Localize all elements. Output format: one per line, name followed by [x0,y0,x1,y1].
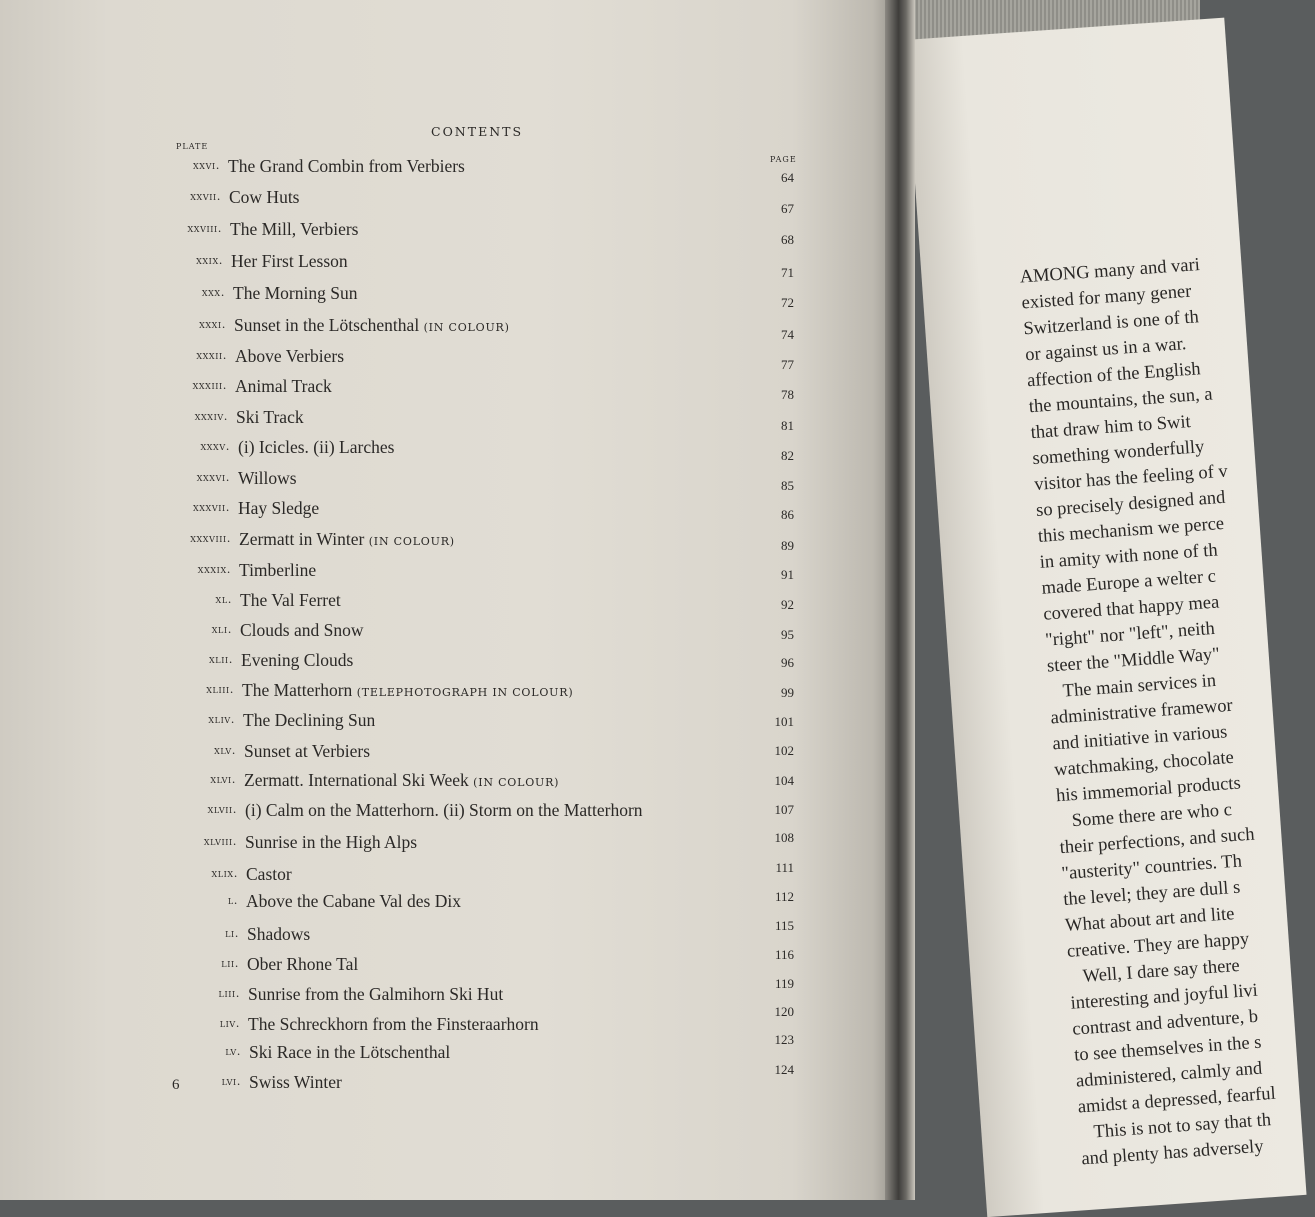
contents-entry [0,468,900,494]
plate-numeral: xlii. [209,652,233,666]
plate-title-text: Zermatt. International Ski Week [244,770,469,790]
page-number: 120 [774,1004,794,1019]
text-line: What about art and lite [1064,904,1236,936]
plate-numeral: li. [225,926,239,940]
text-line: covered that happy mea [1042,592,1220,625]
plate-title [233,283,357,304]
plate-numeral: xxxi. [199,317,226,331]
plate-numeral: xlix. [211,866,238,880]
plate-title-text: Shadows [247,924,311,944]
text-line: their perfections, and such [1059,824,1256,859]
plate-numeral: xxvi. [193,158,220,172]
plate-title [244,770,559,791]
plate-title [246,864,292,885]
page-number: 82 [781,448,794,463]
plate-title [248,984,503,1005]
plate-numeral: xxix. [196,253,223,267]
plate-title-text: Evening Clouds [241,650,354,670]
contents-entry [0,1042,900,1068]
plate-title-text: The Schreckhorn from the Finsteraarhorn [248,1014,539,1034]
page-number: 111 [775,860,794,875]
plate-numeral: xlv. [214,743,236,757]
contents-entry [0,529,900,555]
plate-numeral: xxxii. [196,348,227,362]
plate-numeral: lv. [225,1044,241,1058]
page-number: 124 [774,1062,794,1077]
contents-entry [0,1072,900,1098]
plate-title-text: Sunrise in the High Alps [245,832,418,852]
page-number: 123 [774,1032,794,1047]
plate-title [245,832,417,853]
text-line: and plenty has adversely [1080,1136,1265,1170]
page-number: 89 [781,538,794,553]
plate-title-text: Clouds and Snow [240,620,364,640]
plate-title [240,590,341,611]
plate-title [247,954,358,975]
text-line: something wonderfully [1031,437,1205,470]
page-folio: 6 [172,1077,180,1093]
plate-title-text: Sunset at Verbiers [244,741,371,761]
plate-title-text: Animal Track [235,376,332,396]
contents-entry [0,187,900,213]
plate-numeral: xli. [211,622,232,636]
plate-numeral: liv. [219,1016,240,1030]
page-number: 112 [774,889,794,904]
plate-title-text: (i) Icicles. (ii) Larches [238,437,395,457]
plate-title [243,710,375,731]
page-number: 115 [774,918,794,933]
contents-entry [0,864,900,890]
plate-title [249,1042,450,1063]
text-line: "right" nor "left", neith [1044,618,1216,651]
plate-note: (IN COLOUR) [423,321,510,334]
plate-title-text: The Matterhorn [242,680,353,700]
plate-title [248,1014,539,1035]
plate-title-text: Ski Track [236,407,304,427]
plate-title [229,187,300,208]
text-line: the level; they are dull s [1062,877,1241,911]
plate-title-text: Sunrise from the Galmihorn Ski Hut [248,984,504,1004]
contents-entry [0,219,900,245]
plate-numeral: xxxiii. [192,378,227,392]
page-number: 107 [774,802,794,817]
page-number: 96 [781,655,794,670]
contents-entry [0,437,900,463]
page-column-label: PAGE [770,155,797,164]
page-number: 64 [781,170,794,185]
plate-title [242,680,573,701]
plate-numeral: xxxviii. [190,531,231,545]
plate-numeral: xxxvi. [196,470,230,484]
text-line: affection of the English [1026,359,1202,392]
page-number: 95 [781,627,794,642]
plate-title-text: The Morning Sun [233,283,358,303]
plate-title-text: Swiss Winter [249,1072,342,1092]
plate-title-text: The Val Ferret [240,590,341,610]
text-line: visitor has the feeling of v [1033,461,1229,496]
plate-numeral: xliii. [206,682,234,696]
plate-numeral: xxxiv. [194,409,228,423]
plate-title-text: Hay Sledge [238,498,320,518]
contents-entry [0,1014,900,1040]
contents-entry [0,770,900,796]
contents-entry [0,954,900,980]
page-number: 77 [781,357,794,372]
page-number: 74 [781,327,794,342]
page-number: 91 [781,567,794,582]
page-number: 102 [774,743,794,758]
plate-title [238,468,297,489]
plate-numeral: l. [227,893,238,907]
plate-title-text: Willows [238,468,297,488]
plate-title-text: Ski Race in the Lötschenthal [249,1042,451,1062]
page-number: 68 [781,232,794,247]
contents-entry [0,156,900,182]
text-line: creative. They are happy [1066,929,1250,962]
page-number: 99 [781,685,794,700]
text-line: AMONG many and vari [1019,255,1201,288]
page-number: 92 [781,597,794,612]
contents-entry [0,376,900,402]
text-line: the mountains, the sun, a [1028,384,1214,418]
page-number: 104 [774,773,794,788]
plate-title [244,741,370,762]
text-line: or against us in a war. [1024,334,1187,366]
text-line: that draw him to Swit [1030,412,1192,444]
plate-title [230,219,358,240]
contents-entry [0,924,900,950]
plate-title [246,891,461,912]
plate-numeral: xlvii. [207,802,237,816]
plate-title [247,924,310,945]
plate-title-text: Above the Cabane Val des Dix [246,891,461,911]
plate-column-label: PLATE [176,142,209,151]
plate-title [236,407,304,428]
text-line: administrative framewor [1049,695,1234,729]
plate-title [249,1072,342,1093]
plate-note: (TELEPHOTOGRAPH IN COLOUR) [356,686,574,699]
page-number: 81 [781,418,794,433]
plate-numeral: xlvi. [210,772,236,786]
contents-entry [0,710,900,736]
text-line: interesting and joyful livi [1069,980,1259,1014]
plate-numeral: xliv. [208,712,235,726]
plate-note: (IN COLOUR) [368,535,455,548]
text-line: in amity with none of th [1039,540,1219,573]
page-number: 101 [774,714,794,729]
contents-entry [0,283,900,309]
plate-title [240,620,363,641]
plate-title-text: Her First Lesson [231,251,348,271]
plate-numeral: xxx. [201,285,225,299]
text-line: This is not to say that th [1092,1110,1272,1143]
plate-title [239,529,455,550]
plate-title [238,498,319,519]
plate-title [235,346,344,367]
text-line: Switzerland is one of th [1022,307,1200,340]
plate-title [241,650,353,671]
text-line: this mechanism we perce [1037,513,1225,547]
contents-entry [0,741,900,767]
plate-title-text: Timberline [239,560,317,580]
contents-entry [0,800,900,826]
plate-title [239,560,316,581]
page-number: 78 [781,387,794,402]
page-number: 119 [774,976,794,991]
contents-entry [0,891,900,917]
text-line: Well, I dare say there [1082,955,1241,987]
plate-numeral: xxxix. [197,562,231,576]
contents-entry [0,984,900,1010]
book-gutter [885,0,915,1200]
text-line: and initiative in various [1051,722,1228,755]
plate-title-text: The Grand Combin from Verbiers [228,156,465,176]
plate-title-text: Castor [246,864,292,884]
plate-numeral: xl. [215,592,232,606]
page-number: 116 [774,947,794,962]
plate-title [231,251,348,272]
contents-entry [0,650,900,676]
contents-entry [0,346,900,372]
plate-title-text: The Declining Sun [243,710,376,730]
plate-title [234,315,510,336]
contents-entry [0,560,900,586]
page-number: 72 [781,295,794,310]
contents-entry [0,680,900,706]
page-number: 85 [781,478,794,493]
plate-title-text: Above Verbiers [235,346,345,366]
contents-entry [0,832,900,858]
page-number: 108 [774,830,794,845]
plate-note: (IN COLOUR) [473,776,560,789]
right-page [905,18,1307,1217]
text-line: to see themselves in the s [1073,1032,1263,1066]
text-line: The main services in [1062,670,1217,702]
text-line: contrast and adventure, b [1071,1006,1259,1040]
text-line: existed for many gener [1020,281,1192,314]
text-line: watchmaking, chocolate [1053,747,1235,781]
plate-title-text: Cow Huts [229,187,300,207]
plate-title [235,376,332,397]
contents-entry [0,251,900,277]
page-number: 71 [781,265,794,280]
contents-entry [0,315,900,341]
text-line: Some there are who c [1071,800,1233,832]
contents-entry [0,590,900,616]
plate-title-text: Zermatt in Winter [239,529,365,549]
plate-numeral: lvi. [221,1074,241,1088]
page-number: 86 [781,507,794,522]
plate-numeral: lii. [221,956,239,970]
page-number: 67 [781,201,794,216]
plate-numeral: xlviii. [203,834,237,848]
text-line: his immemorial products [1055,773,1242,807]
plate-numeral: xxxvii. [192,500,230,514]
plate-numeral: liii. [218,986,240,1000]
plate-title-text: Sunset in the Lötschenthal [234,315,420,335]
text-line: "austerity" countries. Th [1060,851,1243,885]
plate-numeral: xxxv. [200,439,230,453]
plate-title [245,800,643,821]
plate-title-text: The Mill, Verbiers [230,219,359,239]
right-page-text [1019,249,1312,1173]
text-line: so precisely designed and [1035,487,1226,521]
contents-heading: CONTENTS [431,124,524,139]
plate-title-text: Ober Rhone Tal [247,954,359,974]
plate-title [228,156,465,177]
plate-numeral: xxvii. [190,189,221,203]
plate-title [238,437,394,458]
text-line: steer the "Middle Way" [1046,644,1221,677]
plate-numeral: xxviii. [187,221,222,235]
text-line: made Europe a welter c [1040,566,1217,599]
plate-title-text: (i) Calm on the Matterhorn. (ii) Storm on the Matterhorn [245,800,643,820]
contents-entry [0,498,900,524]
contents-entry [0,620,900,646]
text-line: administered, calmly and [1075,1058,1263,1092]
contents-entry [0,407,900,433]
text-line: amidst a depressed, fearful [1077,1083,1277,1118]
